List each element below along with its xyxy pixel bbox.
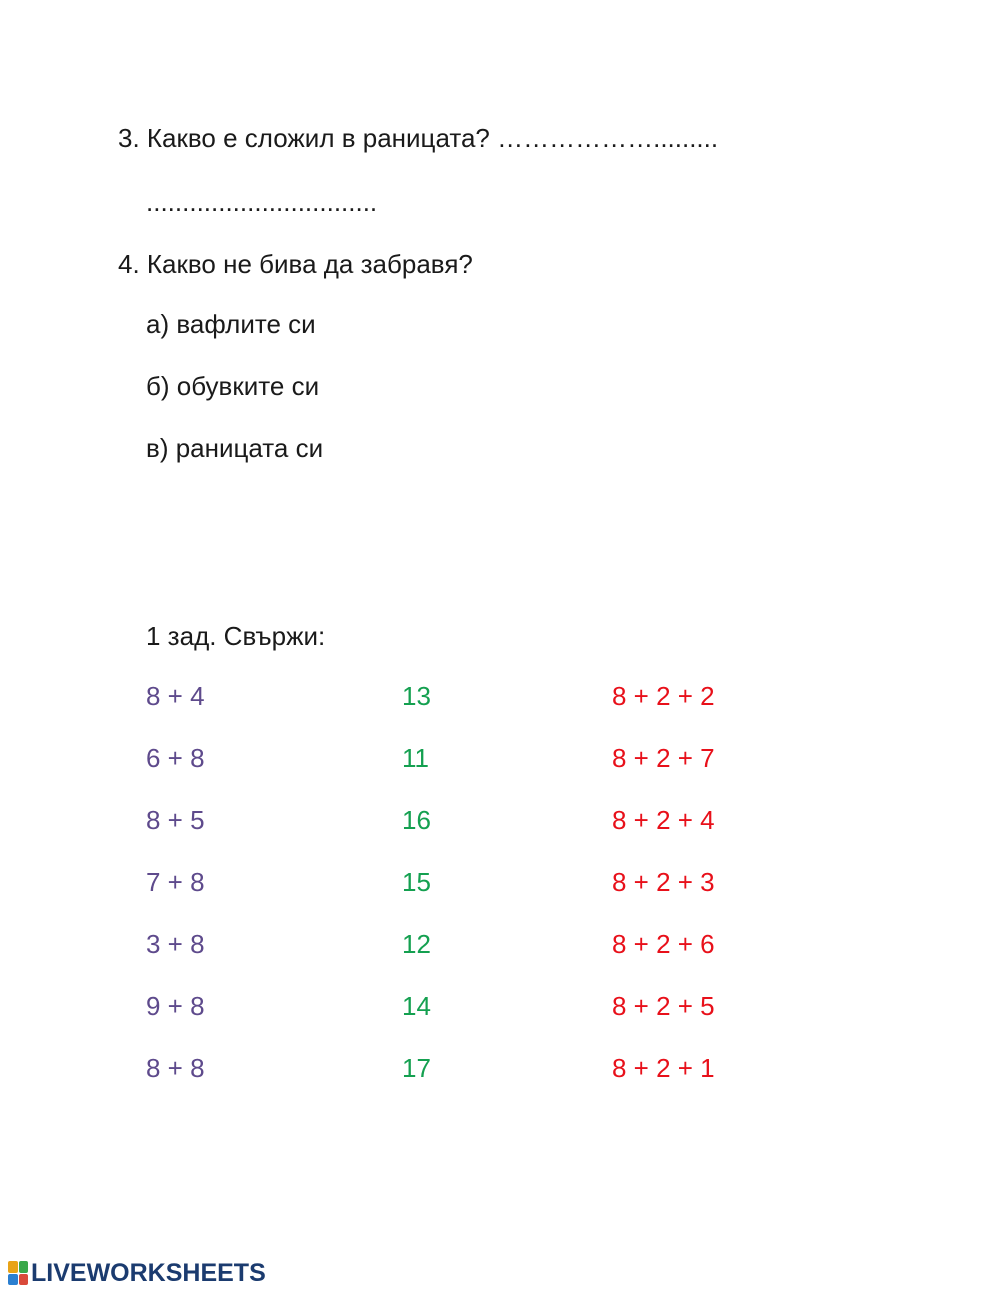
task-title: 1 зад. Свържи: (146, 621, 326, 651)
match-row (146, 990, 766, 1052)
expression-item[interactable]: 6 + 8 (146, 743, 205, 773)
number-item[interactable]: 16 (402, 805, 431, 835)
number-item[interactable]: 13 (402, 681, 431, 711)
expression-item[interactable]: 8 + 5 (146, 805, 205, 835)
question-3: 3. Какво е сложил в раницата? ………………......... (118, 123, 719, 153)
number-item[interactable]: 11 (402, 743, 429, 773)
expression-item[interactable]: 9 + 8 (146, 991, 205, 1021)
liveworksheets-logo-icon (8, 1261, 28, 1285)
question-4-option-a[interactable]: а) вафлите си (146, 309, 316, 339)
match-row (146, 866, 766, 928)
logo-text: LIVEWORKSHEETS (31, 1258, 266, 1287)
sum-item[interactable]: 8 + 2 + 4 (612, 805, 715, 835)
number-item[interactable]: 17 (402, 1053, 431, 1083)
sum-item[interactable]: 8 + 2 + 6 (612, 929, 715, 959)
match-row (146, 928, 766, 990)
number-item[interactable]: 12 (402, 929, 431, 959)
question-4-option-b[interactable]: б) обувките си (146, 371, 320, 401)
sum-item[interactable]: 8 + 2 + 5 (612, 991, 715, 1021)
match-table (146, 680, 766, 1114)
sum-item[interactable]: 8 + 2 + 7 (612, 743, 715, 773)
question-3-answer-line: ................................ (146, 187, 378, 217)
number-item[interactable]: 15 (402, 867, 431, 897)
sum-item[interactable]: 8 + 2 + 3 (612, 867, 715, 897)
match-row (146, 804, 766, 866)
sum-item[interactable]: 8 + 2 + 2 (612, 681, 715, 711)
question-4: 4. Какво не бива да забравя? (118, 249, 473, 279)
expression-item[interactable]: 3 + 8 (146, 929, 205, 959)
match-row (146, 742, 766, 804)
sum-item[interactable]: 8 + 2 + 1 (612, 1053, 715, 1083)
expression-item[interactable]: 8 + 4 (146, 681, 205, 711)
match-row (146, 680, 766, 742)
question-4-option-c[interactable]: в) раницата си (146, 433, 324, 463)
expression-item[interactable]: 8 + 8 (146, 1053, 205, 1083)
liveworksheets-logo (8, 1258, 266, 1288)
match-row (146, 1052, 766, 1114)
expression-item[interactable]: 7 + 8 (146, 867, 205, 897)
number-item[interactable]: 14 (402, 991, 431, 1021)
